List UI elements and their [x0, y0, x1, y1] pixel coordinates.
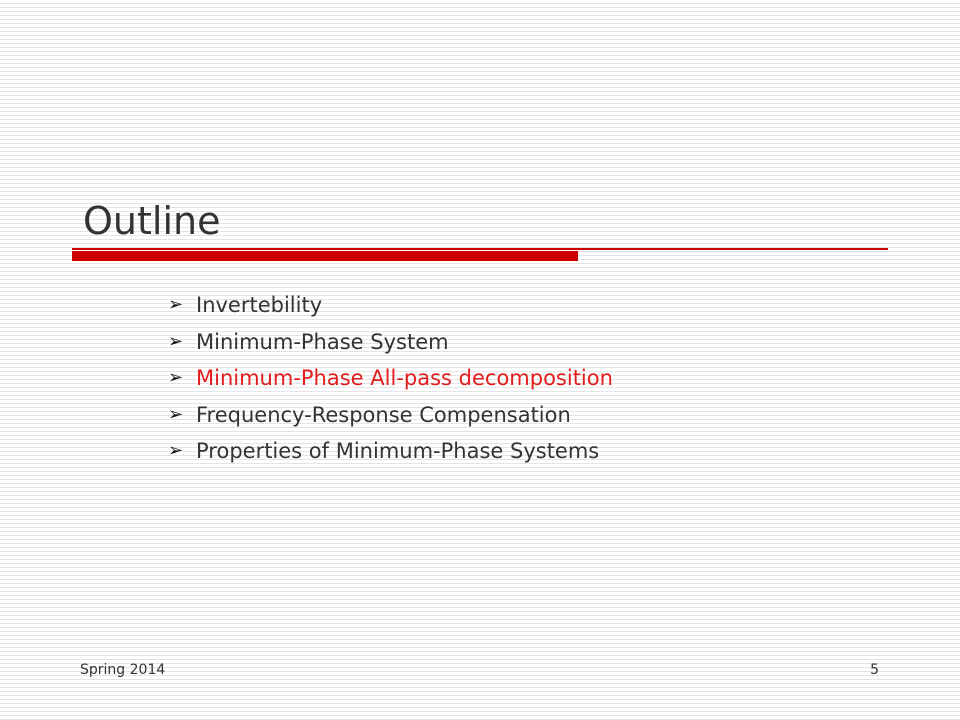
outline-item: [168, 324, 613, 361]
arrowhead-icon: ➢: [168, 330, 184, 352]
outline-item-text: Minimum-Phase System: [196, 329, 449, 354]
arrowhead-icon: ➢: [168, 440, 184, 462]
outline-item-text: Invertebility: [196, 293, 323, 318]
outline-item-current: [168, 360, 613, 397]
arrowhead-icon: ➢: [168, 403, 184, 425]
title-underline-thin: [72, 248, 888, 250]
title-underline-thick: [72, 251, 578, 261]
outline-item-text: Minimum-Phase All-pass decomposition: [196, 366, 613, 391]
page-number: 5: [870, 662, 879, 678]
arrowhead-icon: ➢: [168, 367, 184, 389]
footer-date: Spring 2014: [80, 662, 166, 678]
outline-item: [168, 287, 613, 324]
outline-item: [168, 433, 613, 470]
outline-item: [168, 397, 613, 434]
slide-title: Outline: [83, 199, 221, 243]
title-underline: [72, 248, 888, 262]
outline-item-text: Frequency-Response Compensation: [196, 402, 571, 427]
outline-item-text: Properties of Minimum-Phase Systems: [196, 439, 600, 464]
outline-list: [168, 287, 613, 470]
arrowhead-icon: ➢: [168, 294, 184, 316]
